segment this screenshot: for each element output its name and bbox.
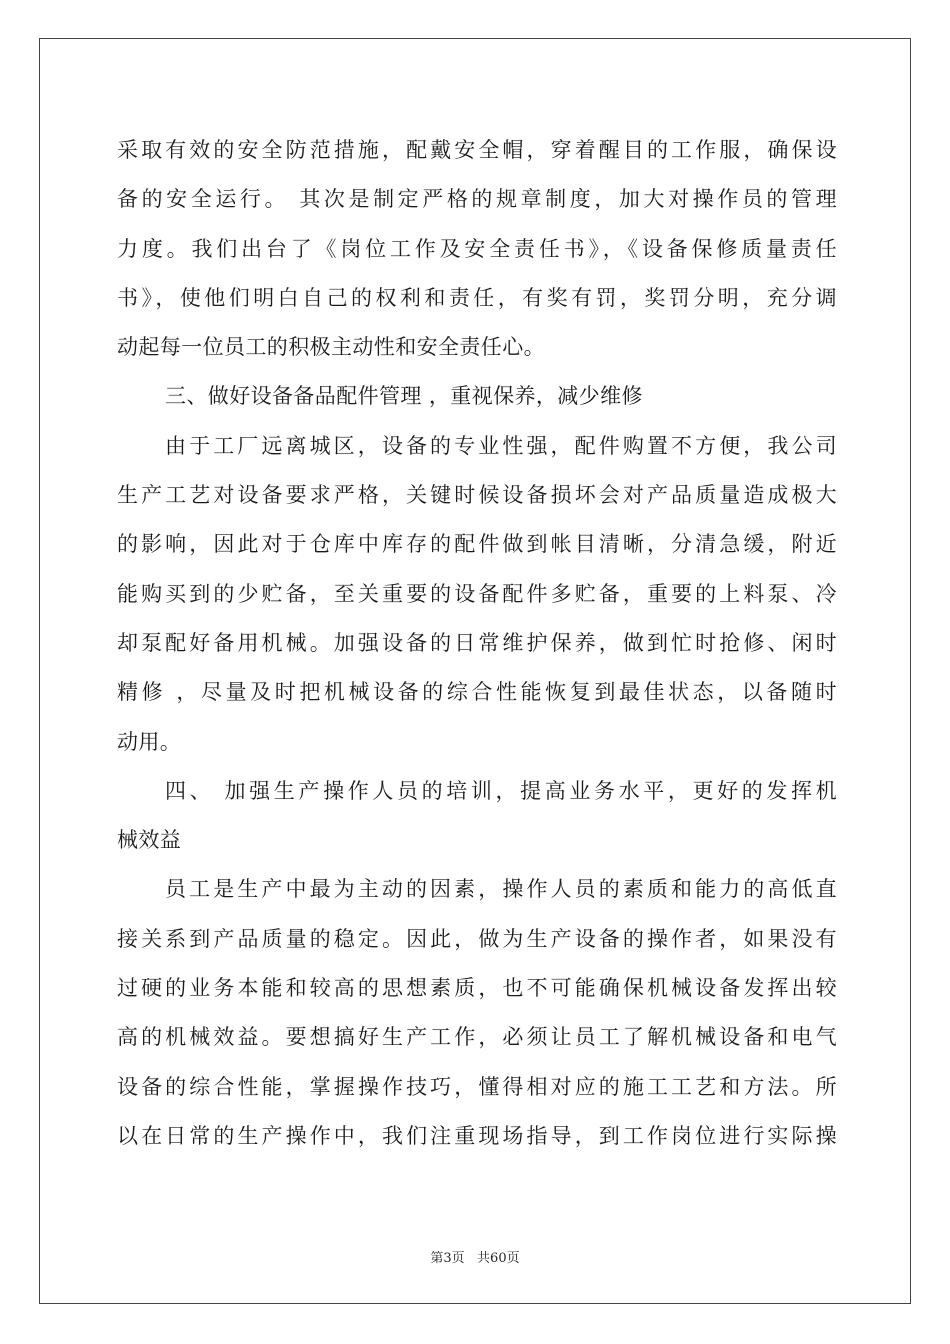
text-line: 却泵配好备用机械。加强设备的日常维护保养，做到忙时抢修、闲时: [117, 630, 837, 655]
text-line: 接关系到产品质量的稳定。因此，做为生产设备的操作者，如果没有: [117, 926, 837, 951]
page-number: 第3页 共60页: [430, 1251, 520, 1266]
text-line: 过硬的业务本能和较高的思想素质，也不可能确保机械设备发挥出较: [117, 976, 837, 1001]
text-line: 采取有效的安全防范措施，配戴安全帽，穿着醒目的工作服，确保设: [117, 138, 837, 162]
section-heading-3: 三、做好设备备品配件管理 ，重视保养，减少维修: [165, 384, 643, 409]
text-line: 动用。: [117, 729, 182, 754]
text-line: 员工是生产中最为主动的因素，操作人员的素质和能力的高低直: [165, 877, 837, 902]
text-line: 设备的综合性能，掌握操作技巧，懂得相对应的施工工艺和方法。所: [117, 1074, 837, 1099]
section-heading-4-cont: 械效益: [117, 828, 182, 853]
text-line: 的影响，因此对于仓库中库存的配件做到帐目清晰，分清急缓，附近: [117, 532, 837, 557]
text-line: 生产工艺对设备要求严格，关键时候设备损坏会对产品质量造成极大: [117, 483, 837, 508]
document-body: [117, 126, 837, 1161]
text-line: 以在日常的生产操作中，我们注重现场指导，到工作岗位进行实际操: [117, 1123, 837, 1148]
text-line: 高的机械效益。要想搞好生产工作，必须让员工了解机械设备和电气: [117, 1025, 837, 1050]
text-line: 精修 ，尽量及时把机械设备的综合性能恢复到最佳状态，以备随时: [117, 680, 837, 705]
text-line: 力度。我们出台了《岗位工作及安全责任书》，《设备保修质量责任: [117, 236, 837, 261]
section-heading-4: 四、 加强生产操作人员的培训，提高业务水平，更好的发挥机: [165, 778, 837, 803]
text-line: 由于工厂远离城区，设备的专业性强，配件购置不方便，我公司: [165, 433, 837, 458]
text-line: 书》，使他们明白自己的权利和责任，有奖有罚，奖罚分明，充分调: [117, 285, 837, 310]
text-line: 能购买到的少贮备，至关重要的设备配件多贮备，重要的上料泵、冷: [117, 581, 837, 606]
text-line: 动起每一位员工的积极主动性和安全责任心。: [117, 335, 545, 360]
text-line: 备的安全运行。 其次是制定严格的规章制度，加大对操作员的管理: [117, 187, 837, 212]
